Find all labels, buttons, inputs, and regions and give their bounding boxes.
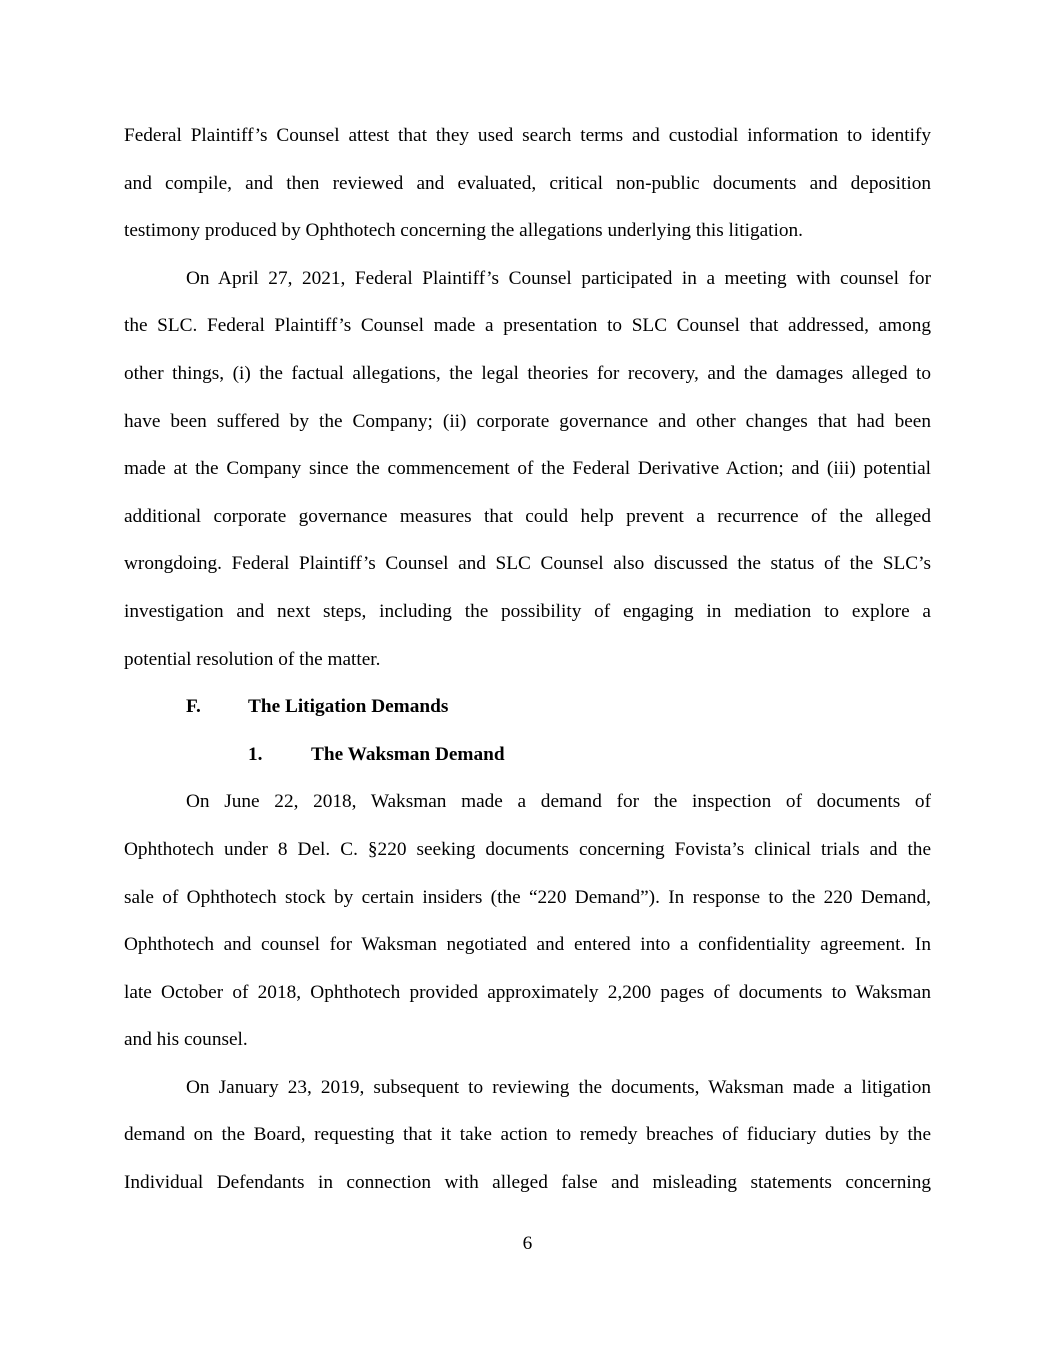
paragraph	[124, 1064, 931, 1207]
text-line: additional corporate governance measures that could help prevent a recurrence of the alleged	[124, 505, 931, 527]
paragraph	[124, 112, 931, 255]
text-line: On April 27, 2021, Federal Plaintiff’s Counsel participated in a meeting with counsel for	[186, 267, 931, 289]
text-line: and compile, and then reviewed and evaluated, critical non-public documents and deposition	[124, 172, 931, 194]
text-line: investigation and next steps, including the possibility of engaging in mediation to explore a	[124, 600, 931, 622]
text-line: made at the Company since the commencement of the Federal Derivative Action; and (iii) potential	[124, 458, 931, 480]
heading-title: The Litigation Demands	[248, 696, 449, 718]
paragraph	[124, 778, 931, 1064]
text-line: Ophthotech and counsel for Waksman negotiated and entered into a confidentiality agreement. In	[124, 934, 931, 956]
text-line: potential resolution of the matter.	[124, 648, 381, 670]
text-line: Federal Plaintiff’s Counsel attest that they used search terms and custodial information to identify	[124, 125, 931, 146]
page-number: 6	[522, 1233, 533, 1254]
document-body	[124, 112, 931, 1207]
section-heading	[124, 683, 931, 731]
paragraph	[124, 255, 931, 683]
text-line: sale of Ophthotech stock by certain insiders (the “220 Demand”). In response to the 220 Demand,	[124, 886, 931, 908]
heading-number: 1.	[248, 743, 263, 765]
text-line: On January 23, 2019, subsequent to reviewing the documents, Waksman made a litigation	[186, 1076, 931, 1098]
text-line: testimony produced by Ophthotech concerning the allegations underlying this litigation.	[124, 220, 803, 242]
heading-number: F.	[186, 696, 201, 718]
text-line: late October of 2018, Ophthotech provided approximately 2,200 pages of documents to Waksman	[124, 981, 931, 1003]
text-line: have been suffered by the Company; (ii) corporate governance and other changes that had been	[124, 410, 931, 432]
text-line: wrongdoing. Federal Plaintiff’s Counsel and SLC Counsel also discussed the status of the SLC’s	[124, 553, 931, 575]
section-heading	[124, 731, 931, 779]
text-line: demand on the Board, requesting that it take action to remedy breaches of fiduciary duties by the	[124, 1124, 931, 1146]
text-line: Ophthotech under 8 Del. C. §220 seeking documents concerning Fovista’s clinical trials and the	[124, 838, 931, 860]
text-line: the SLC. Federal Plaintiff’s Counsel made a presentation to SLC Counsel that addressed, among	[124, 315, 931, 337]
heading-title: The Waksman Demand	[311, 743, 505, 765]
text-line: On June 22, 2018, Waksman made a demand for the inspection of documents of	[186, 791, 931, 813]
text-line: Individual Defendants in connection with alleged false and misleading statements concerning	[124, 1172, 931, 1194]
text-line: and his counsel.	[124, 1029, 248, 1051]
text-line: other things, (i) the factual allegations, the legal theories for recovery, and the damages alleged to	[124, 362, 931, 384]
